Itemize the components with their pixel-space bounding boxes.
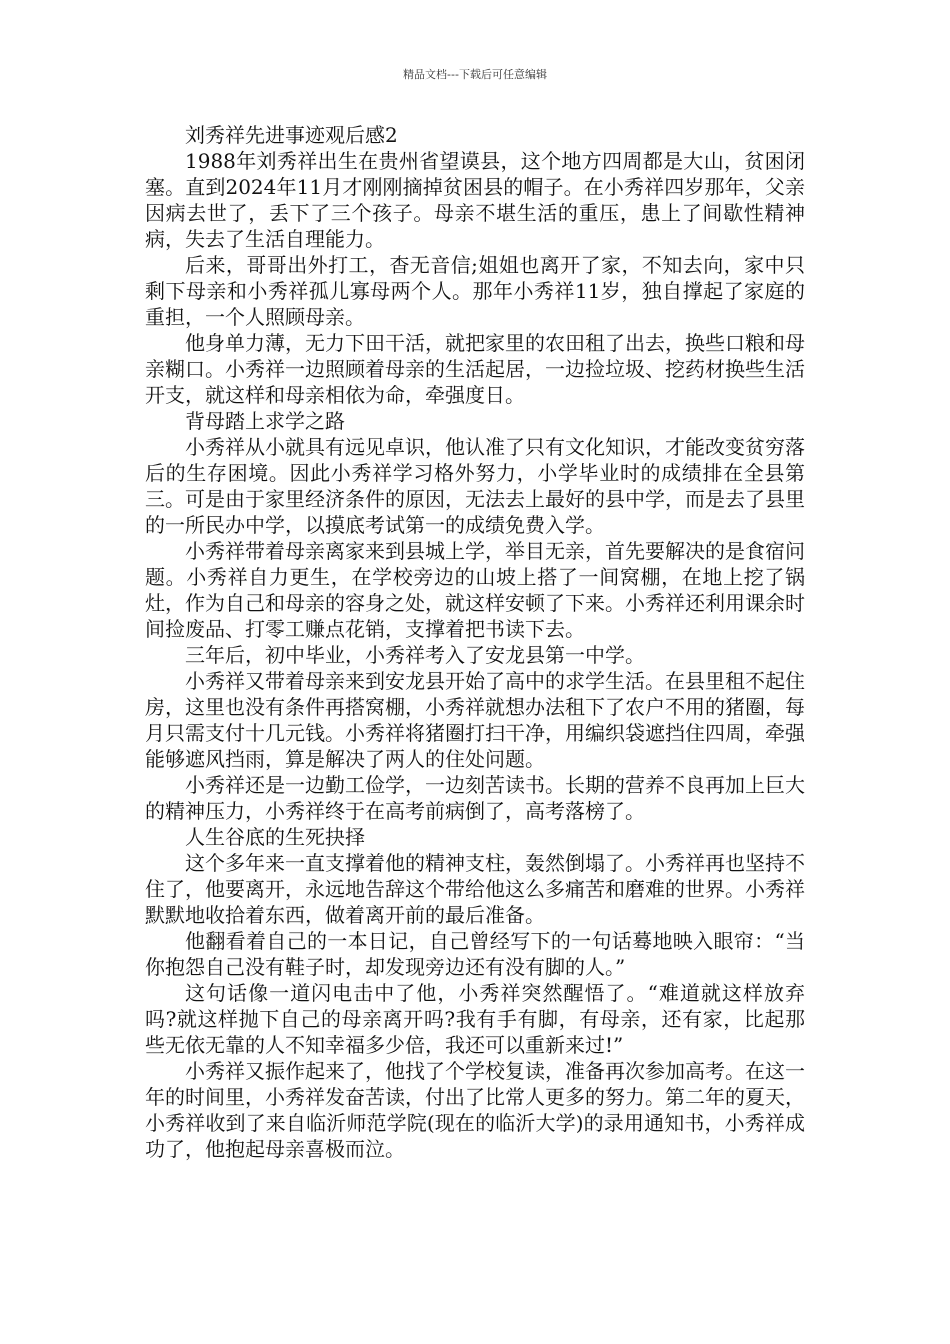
document-body bbox=[145, 122, 805, 1162]
paragraph: 三年后，初中毕业，小秀祥考入了安龙县第一中学。 bbox=[185, 643, 645, 667]
paragraph: 他翻看着自己的一本日记，自己曾经写下的一句话蓦地映入眼帘：“当你抱怨自己没有鞋子时，却发现旁边还有没有脚的人。” bbox=[145, 929, 805, 979]
paragraph: 这个多年来一直支撑着他的精神支柱，轰然倒塌了。小秀祥再也坚持不住了，他要离开，永远地告辞这个带给他这么多痛苦和磨难的世界。小秀祥默默地收拾着东西，做着离开前的最后准备。 bbox=[145, 851, 805, 927]
document-title: 刘秀祥先进事迹观后感2 bbox=[185, 123, 398, 147]
paragraph: 小秀祥带着母亲离家来到县城上学，举目无亲，首先要解决的是食宿问题。小秀祥自力更生，在学校旁边的山坡上搭了一间窝棚，在地上挖了锅灶，作为自己和母亲的容身之处，就这样安顿了下来。小秀祥还利用课余时间捡废品、打零工赚点花销，支撑着把书读下去。 bbox=[145, 539, 805, 641]
paragraph: 后来，哥哥出外打工，杳无音信;姐姐也离开了家，不知去向，家中只剩下母亲和小秀祥孤儿寡母两个人。那年小秀祥11岁，独自撑起了家庭的重担，一个人照顾母亲。 bbox=[145, 253, 805, 329]
section-heading: 背母踏上求学之路 bbox=[185, 409, 345, 433]
paragraph: 小秀祥又振作起来了，他找了个学校复读，准备再次参加高考。在这一年的时间里，小秀祥发奋苦读，付出了比常人更多的努力。第二年的夏天，小秀祥收到了来自临沂师范学院(现在的临沂大学)的录用通知书，小秀祥成功了，他抱起母亲喜极而泣。 bbox=[145, 1059, 805, 1161]
paragraph: 1988年刘秀祥出生在贵州省望谟县，这个地方四周都是大山，贫困闭塞。直到2024年11月才刚刚摘掉贫困县的帽子。在小秀祥四岁那年，父亲因病去世了，丢下了三个孩子。母亲不堪生活的重压，患上了间歇性精神病，失去了生活自理能力。 bbox=[145, 149, 805, 251]
paragraph: 小秀祥又带着母亲来到安龙县开始了高中的求学生活。在县里租不起住房，这里也没有条件再搭窝棚，小秀祥就想办法租下了农户不用的猪圈，每月只需支付十几元钱。小秀祥将猪圈打扫干净，用编织袋遮挡住四周，牵强能够遮风挡雨，算是解决了两人的住处问题。 bbox=[145, 669, 805, 771]
paragraph: 小秀祥还是一边勤工俭学，一边刻苦读书。长期的营养不良再加上巨大的精神压力，小秀祥终于在高考前病倒了，高考落榜了。 bbox=[145, 773, 805, 823]
paragraph: 这句话像一道闪电击中了他，小秀祥突然醒悟了。“难道就这样放弃吗?就这样抛下自己的母亲离开吗?我有手有脚，有母亲，还有家，比起那些无依无靠的人不知幸福多少倍，我还可以重新来过!” bbox=[145, 981, 805, 1057]
page-header: 精品文档---下载后可任意编辑 bbox=[403, 68, 547, 81]
paragraph: 小秀祥从小就具有远见卓识，他认准了只有文化知识，才能改变贫穷落后的生存困境。因此小秀祥学习格外努力，小学毕业时的成绩排在全县第三。可是由于家里经济条件的原因，无法去上最好的县中学，而是去了县里的一所民办中学，以摸底考试第一的成绩免费入学。 bbox=[145, 435, 805, 537]
section-heading: 人生谷底的生死抉择 bbox=[185, 825, 365, 849]
paragraph: 他身单力薄，无力下田干活，就把家里的农田租了出去，换些口粮和母亲糊口。小秀祥一边照顾着母亲的生活起居，一边捡垃圾、挖药材换些生活开支，就这样和母亲相依为命，牵强度日。 bbox=[145, 331, 805, 407]
